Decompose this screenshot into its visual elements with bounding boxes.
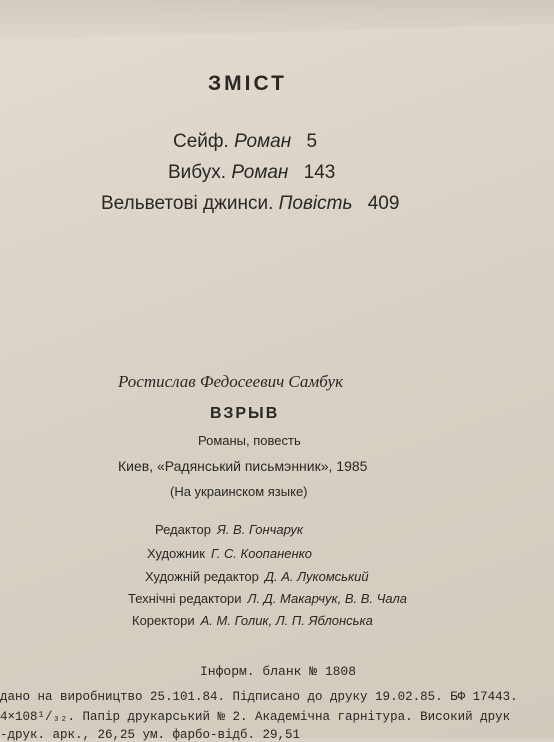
credit-line [155, 522, 303, 537]
toc-entry-genre: Роман [231, 162, 289, 183]
page-fold-shadow [0, 0, 554, 40]
book-title: ВЗРЫВ [210, 405, 280, 422]
toc-entry [173, 131, 317, 153]
credit-line [145, 569, 369, 584]
credit-line [147, 546, 312, 561]
toc-entry-title: Вельветові джинси. [101, 193, 274, 214]
credit-name: А. М. Голик, Л. П. Яблонська [200, 613, 373, 628]
imprint-line: дано на виробництво 25.101.84. Підписано до друку 19.02.85. БФ 17443. [0, 690, 518, 704]
toc-entry [168, 162, 335, 184]
publisher-line: Киев, «Радянський письмэнник», 1985 [118, 458, 368, 474]
toc-entry [101, 193, 399, 215]
credit-line [128, 591, 407, 606]
toc-entry-page: 409 [367, 193, 400, 214]
toc-entry-genre: Роман [234, 131, 292, 152]
toc-entry-page: 143 [303, 162, 336, 183]
credit-role: Технічні редактори [128, 591, 242, 606]
credit-role: Коректори [132, 613, 195, 628]
credit-role: Художник [147, 546, 205, 561]
credit-name: Г. С. Коопаненко [210, 546, 312, 561]
toc-entry-genre: Повість [278, 193, 353, 214]
credit-role: Редактор [155, 522, 211, 537]
credit-name: Д. А. Лукомський [264, 569, 369, 584]
book-genre: Романы, повесть [198, 433, 301, 448]
toc-entry-page: 5 [306, 131, 318, 152]
inform-blank: Інформ. бланк № 1808 [200, 664, 357, 679]
credit-name: Л. Д. Макарчук, В. В. Чала [247, 591, 408, 606]
toc-title: ЗМІСТ [208, 72, 287, 95]
toc-entry-title: Вибух. [168, 162, 227, 183]
author-name: Ростислав Федосеевич Самбук [118, 372, 344, 391]
language-note: (На украинском языке) [170, 484, 308, 499]
toc-entry-title: Сейф. [173, 131, 229, 152]
imprint-line: -друк. арк., 26,25 ум. фарбо-відб. 29,51 [0, 728, 301, 742]
imprint-line: 4×108¹/₃₂. Папір друкарський № 2. Академічна гарнітура. Високий друк [0, 710, 511, 724]
credit-role: Художній редактор [145, 569, 259, 584]
credit-line [132, 613, 373, 628]
credit-name: Я. В. Гончарук [216, 522, 304, 537]
